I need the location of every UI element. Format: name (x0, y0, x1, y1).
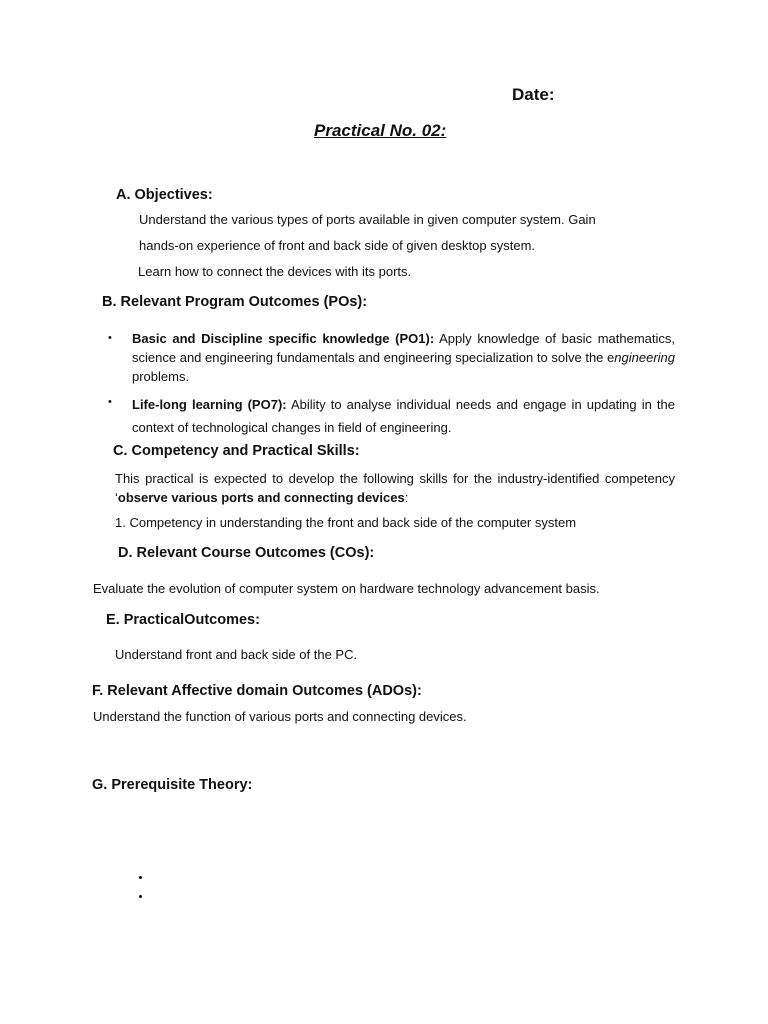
objective-line-3: Learn how to connect the devices with its ports. (138, 264, 412, 279)
affective-outcomes-heading: F. Relevant Affective domain Outcomes (ADOs): (92, 683, 422, 699)
competency-heading: C. Competency and Practical Skills: (113, 443, 360, 459)
competency-intro-end: : (404, 490, 409, 505)
page-title: Practical No. 02: (314, 121, 447, 140)
date-label: Date: (512, 85, 555, 104)
practical-outcomes-heading: E. PracticalOutcomes: (106, 612, 260, 628)
po1-title: Basic and Discipline specific knowledge (PO1): (132, 331, 435, 346)
empty-bullet-dot (139, 895, 142, 898)
course-outcomes-heading: D. Relevant Course Outcomes (COs): (118, 545, 375, 561)
po7-text: Ability to analyse individual needs and engage in updating in the context of technological changes in field of engineering. (132, 397, 675, 435)
objectives-heading: A. Objectives: (116, 187, 213, 203)
prerequisite-theory-heading: G. Prerequisite Theory: (92, 777, 253, 793)
objective-line-2: hands-on experience of front and back side of given desktop system. (139, 238, 536, 253)
program-outcomes-heading: B. Relevant Program Outcomes (POs): (102, 294, 368, 310)
competency-intro-text: This practical is expected to develop the following skills for the industry-identified competency ‘ (115, 471, 675, 505)
objective-line-1: Understand the various types of ports available in given computer system. Gain (139, 212, 596, 227)
affective-outcomes-text: Understand the function of various ports and connecting devices. (93, 709, 467, 724)
competency-name: observe various ports and connecting devices (117, 490, 405, 505)
practical-outcomes-text: Understand front and back side of the PC. (115, 647, 358, 662)
po7-title: Life-long learning (PO7): (132, 397, 287, 412)
po1-text: Apply knowledge of basic mathematics, science and engineering fundamentals and engineering specialization to solve the e (132, 331, 675, 365)
po1-item (132, 329, 675, 386)
po7-item (132, 393, 675, 439)
empty-bullet-dot (139, 876, 142, 879)
competency-intro (115, 469, 675, 507)
course-outcomes-text: Evaluate the evolution of computer system on hardware technology advancement basis. (93, 581, 600, 596)
competency-list-item: 1. Competency in understanding the front and back side of the computer system (115, 515, 577, 530)
po1-text-end: problems. (132, 369, 190, 384)
po1-italic-text: ngineering (614, 350, 675, 365)
bullet-icon: • (108, 332, 112, 344)
bullet-icon: • (108, 396, 112, 408)
